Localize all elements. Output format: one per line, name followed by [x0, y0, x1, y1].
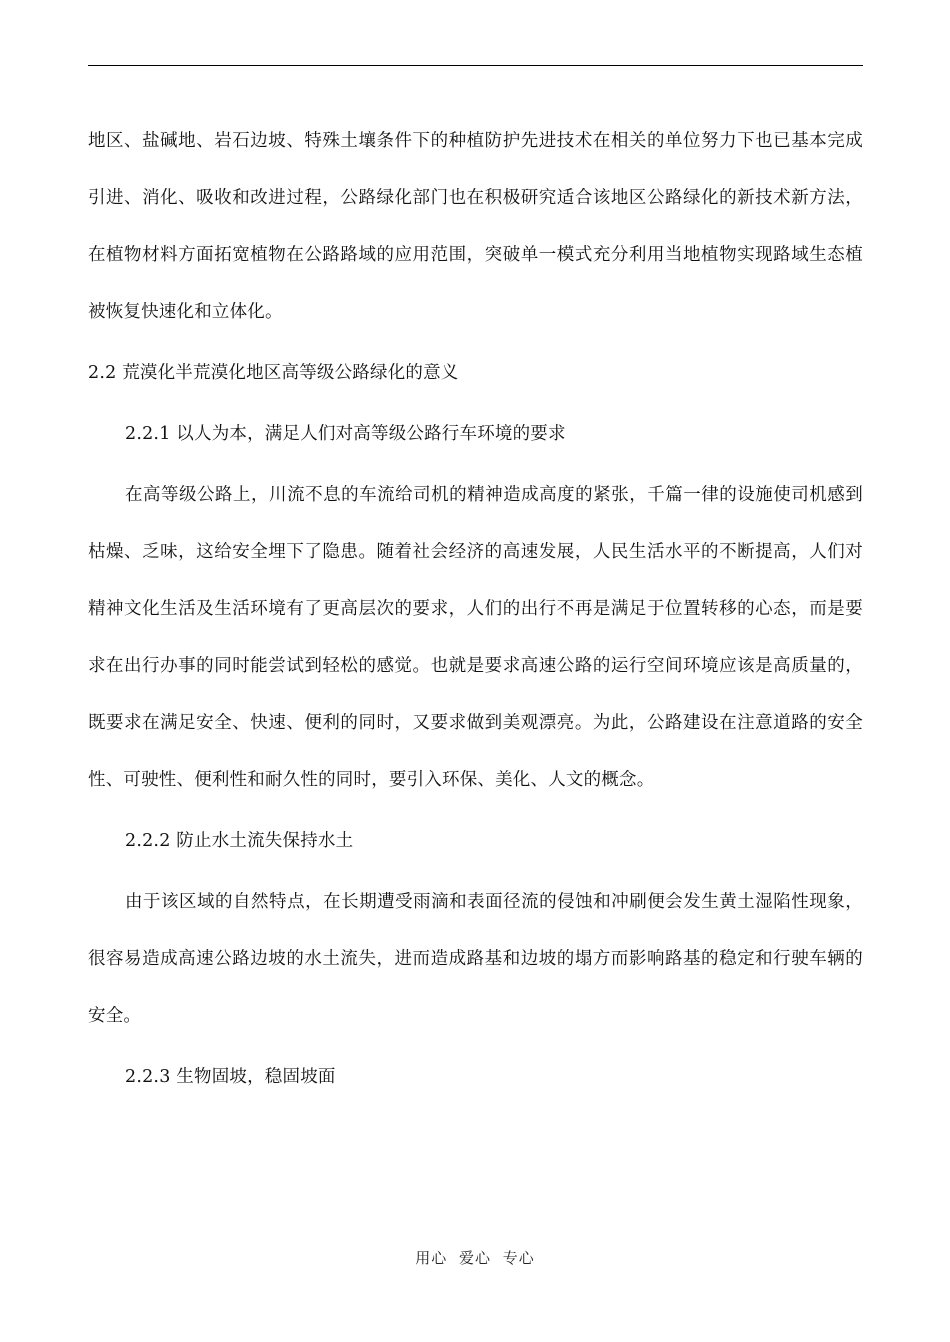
header-rule	[88, 65, 863, 66]
paragraph-2-2-1: 在高等级公路上，川流不息的车流给司机的精神造成高度的紧张，千篇一律的设施使司机感到枯燥、乏味，这给安全埋下了隐患。随着社会经济的高速发展，人民生活水平的不断提高，人们对精神文化生活及生活环境有了更高层次的要求，人们的出行不再是满足于位置转移的心态，而是要求在出行办事的同时能尝试到轻松的感觉。也就是要求高速公路的运行空间环境应该是高质量的，既要求在满足安全、快速、便利的同时，又要求做到美观漂亮。为此，公路建设在注意道路的安全性、可驶性、便利性和耐久性的同时，要引入环保、美化、人文的概念。	[88, 485, 863, 790]
page-footer: 用心 爱心 专心	[415, 1249, 535, 1267]
document-body	[88, 113, 863, 1110]
subsection-heading-2-2-1: 2.2.1 以人为本，满足人们对高等级公路行车环境的要求	[125, 424, 566, 444]
section-heading-2-2: 2.2 荒漠化半荒漠化地区高等级公路绿化的意义	[88, 363, 459, 383]
subsection-heading-2-2-3: 2.2.3 生物固坡，稳固坡面	[125, 1067, 336, 1087]
paragraph-2-2-2: 由于该区域的自然特点，在长期遭受雨滴和表面径流的侵蚀和冲刷便会发生黄土湿陷性现象，很容易造成高速公路边坡的水土流失，进而造成路基和边坡的塌方而影响路基的稳定和行驶车辆的安全。	[88, 892, 863, 1026]
subsection-heading-2-2-2: 2.2.2 防止水土流失保持水土	[125, 831, 354, 851]
paragraph-continued: 地区、盐碱地、岩石边坡、特殊土壤条件下的种植防护先进技术在相关的单位努力下也已基本完成引进、消化、吸收和改进过程，公路绿化部门也在积极研究适合该地区公路绿化的新技术新方法，在植物材料方面拓宽植物在公路路域的应用范围，突破单一模式充分利用当地植物实现路域生态植被恢复快速化和立体化。	[88, 131, 863, 322]
